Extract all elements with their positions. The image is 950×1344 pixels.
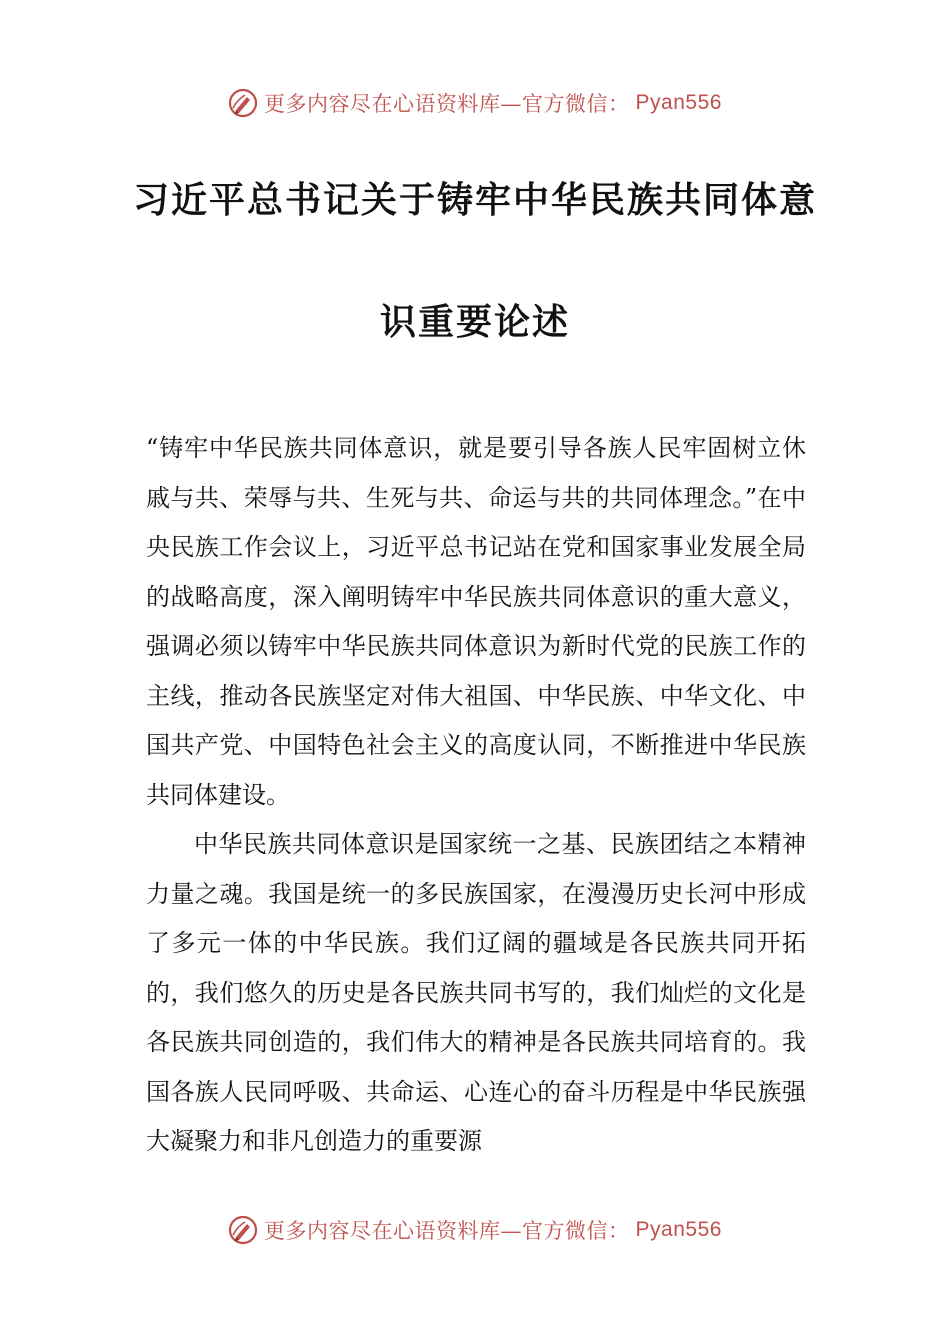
watermark-text: 更多内容尽在心语资料库—官方微信： — [264, 92, 630, 116]
watermark-wechat-id: Pyan556 — [635, 1218, 722, 1241]
paragraph-1: “铸牢中华民族共同体意识，就是要引导各族人民牢固树立休戚与共、荣辱与共、生死与共、命运与共的共同体理念。”在中央民族工作会议上，习近平总书记站在党和国家事业发展全局的战略高度，深入阐明铸牢中华民族共同体意识的重大意义，强调必须以铸牢中华民族共同体意识为新时代党的民族工作的主线，推动各民族坚定对伟大祖国、中华民族、中华文化、中国共产党、中国特色社会主义的高度认同，不断推进中华民族共同体建设。 — [146, 434, 806, 809]
document-title-line-1: 习近平总书记关于铸牢中华民族共同体意 — [132, 180, 817, 221]
watermark-text: 更多内容尽在心语资料库—官方微信： — [264, 1219, 630, 1243]
watermark-footer — [0, 1210, 950, 1250]
paragraph-2: 中华民族共同体意识是国家统一之基、民族团结之本精神力量之魂。我国是统一的多民族国家，在漫漫历史长河中形成了多元一体的中华民族。我们辽阔的疆域是各民族共同开拓的，我们悠久的历史是各民族共同书写的，我们灿烂的文化是各民族共同创造的，我们伟大的精神是各民族共同培育的。我国各族人民同呼吸、共命运、心连心的奋斗历程是中华民族强大凝聚力和非凡创造力的重要源 — [146, 830, 806, 1155]
document-body — [146, 424, 806, 1167]
pen-logo-icon — [228, 88, 258, 118]
watermark-header — [0, 83, 950, 123]
document-title-line-2: 识重要论述 — [379, 302, 570, 343]
pen-logo-icon — [228, 1215, 258, 1245]
watermark-wechat-id: Pyan556 — [635, 91, 722, 114]
